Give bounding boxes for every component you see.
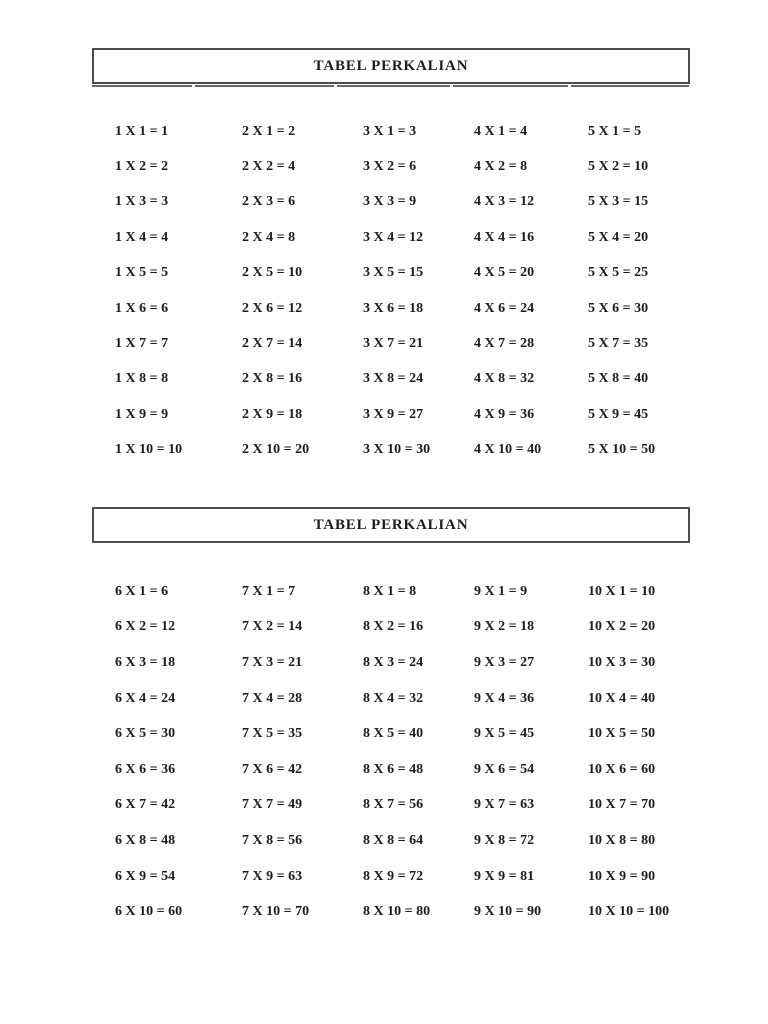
multiplication-fact: 9 X 8 = 72 [474, 832, 535, 848]
multiplication-fact: 4 X 5 = 20 [474, 265, 535, 281]
section-title-box [92, 48, 690, 84]
multiplication-fact: 2 X 5 = 10 [242, 265, 303, 281]
table-row [115, 645, 692, 681]
multiplication-fact: 8 X 1 = 8 [363, 583, 417, 599]
multiplication-fact: 5 X 9 = 45 [588, 406, 649, 422]
multiplication-fact: 4 X 4 = 16 [474, 229, 535, 245]
multiplication-fact: 6 X 8 = 48 [115, 832, 176, 848]
multiplication-fact: 4 X 8 = 32 [474, 371, 535, 387]
multiplication-fact: 6 X 1 = 6 [115, 583, 169, 599]
multiplication-fact: 2 X 4 = 8 [242, 229, 296, 245]
table-row [115, 859, 692, 895]
table-row [115, 433, 692, 468]
multiplication-fact: 10 X 4 = 40 [588, 690, 656, 706]
multiplication-fact: 10 X 1 = 10 [588, 583, 656, 599]
multiplication-fact: 4 X 1 = 4 [474, 123, 528, 139]
grid-line-segment [92, 85, 192, 87]
table-grid-line [92, 85, 692, 87]
section-title: TABEL PERKALIAN [313, 516, 469, 533]
multiplication-fact: 1 X 9 = 9 [115, 406, 169, 422]
multiplication-fact: 3 X 8 = 24 [363, 371, 424, 387]
multiplication-fact: 6 X 3 = 18 [115, 654, 176, 670]
multiplication-fact: 7 X 7 = 49 [242, 797, 303, 813]
multiplication-fact: 5 X 7 = 35 [588, 336, 649, 352]
multiplication-fact: 10 X 9 = 90 [588, 868, 656, 884]
multiplication-fact: 6 X 10 = 60 [115, 904, 183, 920]
multiplication-fact: 4 X 3 = 12 [474, 194, 535, 210]
multiplication-fact: 2 X 10 = 20 [242, 442, 310, 458]
multiplication-fact: 8 X 2 = 16 [363, 619, 424, 635]
multiplication-fact: 3 X 3 = 9 [363, 194, 417, 210]
multiplication-fact: 9 X 2 = 18 [474, 619, 535, 635]
multiplication-fact: 6 X 4 = 24 [115, 690, 176, 706]
multiplication-fact: 5 X 4 = 20 [588, 229, 649, 245]
multiplication-fact: 8 X 10 = 80 [363, 904, 431, 920]
table-row [115, 291, 692, 326]
multiplication-fact: 1 X 1 = 1 [115, 123, 169, 139]
table-row [115, 149, 692, 184]
table-row [115, 894, 692, 930]
multiplication-fact: 4 X 10 = 40 [474, 442, 542, 458]
table-row [115, 256, 692, 291]
multiplication-fact: 1 X 2 = 2 [115, 159, 169, 175]
table-row [115, 185, 692, 220]
table-row [115, 397, 692, 432]
multiplication-fact: 1 X 4 = 4 [115, 229, 169, 245]
multiplication-fact: 9 X 4 = 36 [474, 690, 535, 706]
multiplication-fact: 8 X 6 = 48 [363, 761, 424, 777]
multiplication-fact: 2 X 3 = 6 [242, 194, 296, 210]
multiplication-fact: 5 X 1 = 5 [588, 123, 642, 139]
grid-line-segment [195, 85, 334, 87]
multiplication-fact: 7 X 4 = 28 [242, 690, 303, 706]
multiplication-fact: 9 X 3 = 27 [474, 654, 535, 670]
multiplication-fact: 2 X 8 = 16 [242, 371, 303, 387]
multiplication-fact: 2 X 2 = 4 [242, 159, 296, 175]
multiplication-fact: 2 X 6 = 12 [242, 300, 303, 316]
table-row [115, 788, 692, 824]
grid-line-segment [571, 85, 689, 87]
multiplication-fact: 7 X 2 = 14 [242, 619, 303, 635]
multiplication-fact: 9 X 5 = 45 [474, 726, 535, 742]
multiplication-fact: 4 X 2 = 8 [474, 159, 528, 175]
multiplication-fact: 4 X 7 = 28 [474, 336, 535, 352]
multiplication-fact: 7 X 8 = 56 [242, 832, 303, 848]
table-row [115, 610, 692, 646]
multiplication-fact: 3 X 1 = 3 [363, 123, 417, 139]
multiplication-table-6-10 [92, 574, 692, 930]
multiplication-fact: 7 X 6 = 42 [242, 761, 303, 777]
multiplication-fact: 1 X 10 = 10 [115, 442, 183, 458]
multiplication-fact: 1 X 6 = 6 [115, 300, 169, 316]
multiplication-fact: 5 X 5 = 25 [588, 265, 649, 281]
multiplication-fact: 7 X 9 = 63 [242, 868, 303, 884]
multiplication-fact: 9 X 1 = 9 [474, 583, 528, 599]
multiplication-fact: 10 X 5 = 50 [588, 726, 656, 742]
multiplication-fact: 9 X 6 = 54 [474, 761, 535, 777]
multiplication-fact: 8 X 4 = 32 [363, 690, 424, 706]
table-row [115, 823, 692, 859]
table-row [115, 752, 692, 788]
table-row [115, 681, 692, 717]
table-row [115, 362, 692, 397]
multiplication-fact: 9 X 7 = 63 [474, 797, 535, 813]
multiplication-fact: 6 X 5 = 30 [115, 726, 176, 742]
multiplication-fact: 3 X 7 = 21 [363, 336, 424, 352]
multiplication-fact: 7 X 3 = 21 [242, 654, 303, 670]
multiplication-fact: 8 X 7 = 56 [363, 797, 424, 813]
multiplication-fact: 8 X 8 = 64 [363, 832, 424, 848]
multiplication-fact: 3 X 5 = 15 [363, 265, 424, 281]
multiplication-fact: 2 X 7 = 14 [242, 336, 303, 352]
table-row [115, 114, 692, 149]
multiplication-fact: 10 X 7 = 70 [588, 797, 656, 813]
multiplication-fact: 5 X 10 = 50 [588, 442, 656, 458]
multiplication-fact: 8 X 3 = 24 [363, 654, 424, 670]
multiplication-fact: 1 X 7 = 7 [115, 336, 169, 352]
multiplication-fact: 4 X 9 = 36 [474, 406, 535, 422]
multiplication-fact: 5 X 6 = 30 [588, 300, 649, 316]
table-row [115, 716, 692, 752]
multiplication-fact: 5 X 2 = 10 [588, 159, 649, 175]
multiplication-fact: 4 X 6 = 24 [474, 300, 535, 316]
table-row [115, 574, 692, 610]
multiplication-table-1-5 [92, 114, 692, 468]
multiplication-fact: 1 X 3 = 3 [115, 194, 169, 210]
multiplication-fact: 1 X 5 = 5 [115, 265, 169, 281]
table-row [115, 326, 692, 361]
section-title-box [92, 507, 690, 543]
multiplication-fact: 5 X 8 = 40 [588, 371, 649, 387]
multiplication-fact: 7 X 10 = 70 [242, 904, 310, 920]
multiplication-fact: 6 X 6 = 36 [115, 761, 176, 777]
grid-line-segment [337, 85, 450, 87]
multiplication-fact: 3 X 10 = 30 [363, 442, 431, 458]
multiplication-fact: 2 X 9 = 18 [242, 406, 303, 422]
multiplication-fact: 1 X 8 = 8 [115, 371, 169, 387]
section-title: TABEL PERKALIAN [313, 57, 469, 74]
multiplication-fact: 10 X 10 = 100 [588, 904, 670, 920]
multiplication-fact: 10 X 8 = 80 [588, 832, 656, 848]
multiplication-fact: 6 X 2 = 12 [115, 619, 176, 635]
multiplication-fact: 2 X 1 = 2 [242, 123, 296, 139]
multiplication-fact: 7 X 5 = 35 [242, 726, 303, 742]
multiplication-fact: 9 X 10 = 90 [474, 904, 542, 920]
multiplication-fact: 10 X 3 = 30 [588, 654, 656, 670]
multiplication-fact: 3 X 4 = 12 [363, 229, 424, 245]
grid-line-segment [453, 85, 568, 87]
multiplication-fact: 6 X 7 = 42 [115, 797, 176, 813]
multiplication-fact: 8 X 9 = 72 [363, 868, 424, 884]
multiplication-fact: 3 X 6 = 18 [363, 300, 424, 316]
multiplication-fact: 9 X 9 = 81 [474, 868, 535, 884]
multiplication-fact: 8 X 5 = 40 [363, 726, 424, 742]
multiplication-fact: 10 X 2 = 20 [588, 619, 656, 635]
multiplication-fact: 7 X 1 = 7 [242, 583, 296, 599]
multiplication-fact: 10 X 6 = 60 [588, 761, 656, 777]
table-row [115, 220, 692, 255]
multiplication-fact: 3 X 9 = 27 [363, 406, 424, 422]
multiplication-fact: 5 X 3 = 15 [588, 194, 649, 210]
multiplication-fact: 6 X 9 = 54 [115, 868, 176, 884]
multiplication-fact: 3 X 2 = 6 [363, 159, 417, 175]
